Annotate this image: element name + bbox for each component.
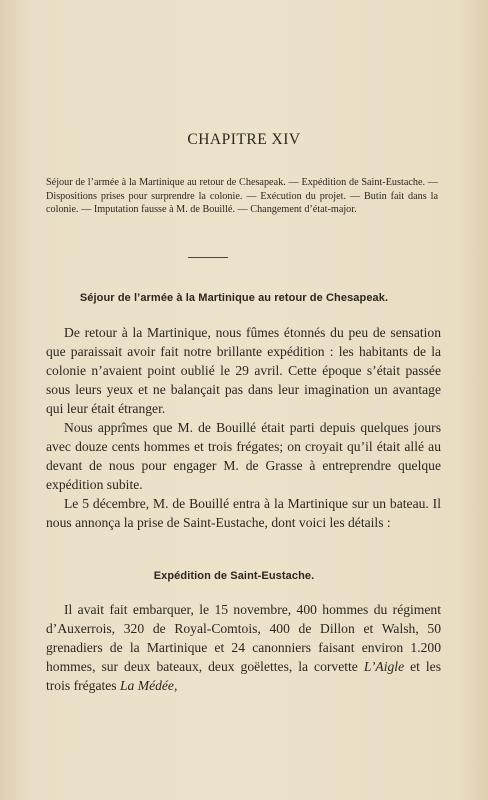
paragraph: Le 5 décembre, M. de Bouillé entra à la Martinique sur un bateau. Il nous annonça la prise de Saint-Eustache, dont voici les détails : xyxy=(46,496,441,530)
summary-text: Séjour de l’armée à la Martinique au retour de Chesapeak. — Expédition de Saint-Eustache. — Dispositions prises pour surprendre la colonie. — Exécution du projet. — Butin fait dans la colonie. — Imputation fausse à M. de Bouillé. — Changement d’état-major. xyxy=(46,177,438,216)
separator-rule xyxy=(188,257,228,258)
ship-name: L’Aigle xyxy=(363,659,405,674)
section-heading-sejour: Séjour de l’armée à la Martinique au retour de Chesapeak. xyxy=(79,292,389,304)
section-heading-expedition: Expédition de Saint-Eustache. xyxy=(153,570,315,582)
section-body-expedition xyxy=(46,600,441,695)
ship-name: La Médée, xyxy=(119,678,178,693)
paragraph: De retour à la Martinique, nous fûmes étonnés du peu de sensation que paraissait avoir fait notre brillante expédition : les habitants de la colonie n’avaient point oublié le 29 avril. Cette époque s’était passée sous leurs yeux et ne balançait pas dans leur imagination un avantage qui leur était étranger. xyxy=(46,325,441,416)
section-body-sejour xyxy=(46,323,441,532)
paragraph xyxy=(46,600,441,695)
paragraph-text: Il avait fait embarquer, le 15 novembre, 400 hommes du régiment d’Auxerrois, 320 de Royal-Comtois, 400 de Dillon et Walsh, 50 grenadiers de la Martinique et 24 canonniers faisant environ 1.200 hommes, sur deux bateaux, deux goëlettes, la corvette xyxy=(46,602,441,674)
paragraph-text: et les trois frégates xyxy=(46,659,442,693)
chapter-title: CHAPITRE XIV xyxy=(187,131,301,148)
paragraph: Nous apprîmes que M. de Bouillé était parti depuis quelques jours avec douze cents hommes et trois frégates; on croyait qu’il était allé au devant de nous pour engager M. de Grasse à entreprendre quelque expédition subite. xyxy=(46,420,441,492)
chapter-summary xyxy=(46,176,438,217)
